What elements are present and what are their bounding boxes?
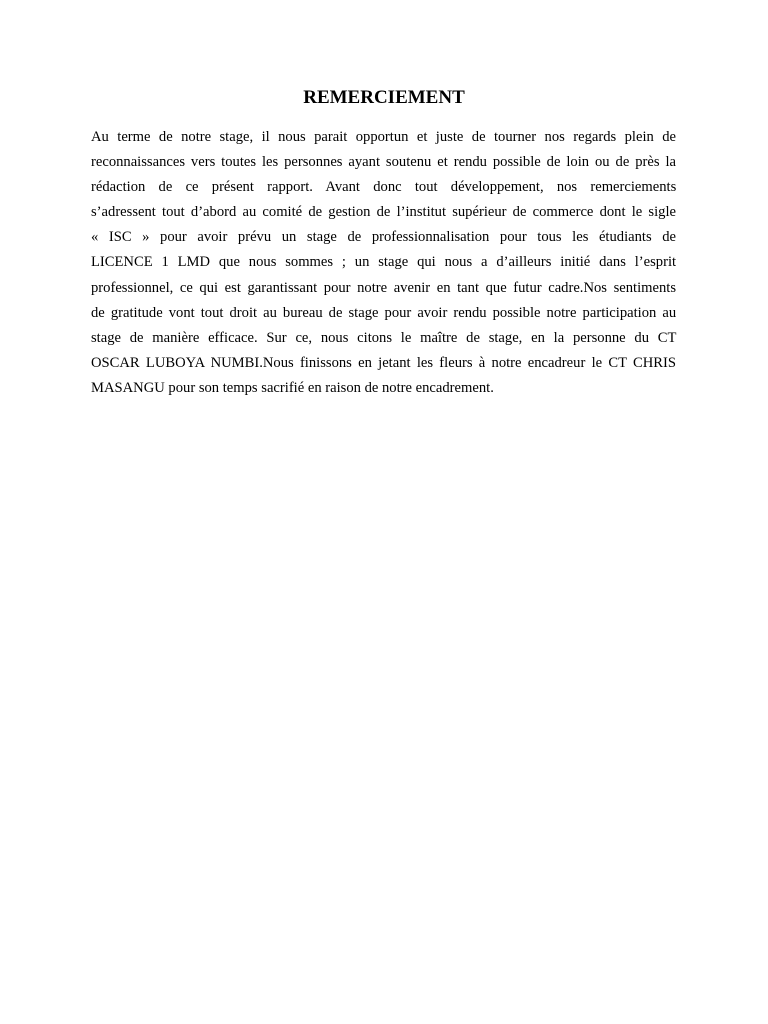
paragraph-line: LICENCE 1 LMD que nous sommes ; un stage qui nous a d’ailleurs initié dans l’esprit — [91, 254, 677, 271]
paragraph-line: professionnel, ce qui est garantissant pour notre avenir en tant que futur cadre.Nos sentiments — [91, 279, 676, 296]
paragraph-line: OSCAR LUBOYA NUMBI.Nous finissons en jetant les fleurs à notre encadreur le CT CHRIS — [91, 354, 676, 371]
acknowledgement-paragraph — [91, 125, 676, 401]
paragraph-line: s’adressent tout d’abord au comité de gestion de l’institut supérieur de commerce dont le sigle — [91, 204, 676, 221]
paragraph-line: reconnaissances vers toutes les personnes ayant soutenu et rendu possible de loin ou de près la — [91, 154, 676, 171]
paragraph-line: « ISC » pour avoir prévu un stage de professionnalisation pour tous les étudiants de — [91, 229, 676, 246]
paragraph-line: rédaction de ce présent rapport. Avant donc tout développement, nos remerciements — [91, 179, 677, 196]
document-title: REMERCIEMENT — [303, 87, 465, 108]
paragraph-line: Au terme de notre stage, il nous parait opportun et juste de tourner nos regards plein de — [91, 129, 676, 145]
paragraph-line: stage de manière efficace. Sur ce, nous citons le maître de stage, en la personne du CT — [91, 329, 677, 346]
paragraph-line: MASANGU pour son temps sacrifié en raison de notre encadrement. — [91, 379, 494, 396]
paragraph-line: de gratitude vont tout droit au bureau de stage pour avoir rendu possible notre participation au — [91, 304, 677, 321]
